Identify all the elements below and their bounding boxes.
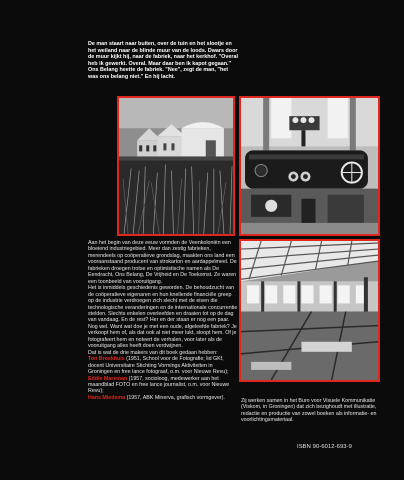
paragraph-history: Aan het begin van deze eeuw vormden de Veenkoloniën een bloeiend industriegebied. Meer dan zestig fabrieken, merendeels op coöperatieve grondslag, maakten ons land een vooraanstaand producent van strokarton en aardappelmeel. De fabrieken droegen trotse en optimistische namen als De Eendracht, Ons Belang, De Vrijheid en De Toekomst. Ze waren een toonbeeld van vooruitgang. — [88, 240, 237, 285]
maker-item — [88, 356, 238, 375]
maker-item — [88, 376, 238, 395]
steam-engine-photo — [239, 96, 380, 236]
maker-item — [88, 395, 238, 401]
intro-text: De man staart naar buiten, over de tuin en het slootje en het weiland naar de blinde muur van de loods. Dwars door de muur kijkt hij, naar de fabriek, naar het kerkhof. "Overal heb ik gewerkt. Overal. Maar daar ben ik kapot gegaan." Ons Belang heette de fabriek. "Nee", zegt de man, "het was ons belang niet." En hij lacht. — [88, 41, 238, 80]
factory-hall-photo — [239, 239, 380, 382]
paragraph-decline: Het is inmiddels geschiedenis geworden. De behoudzucht van de coöperatieve eigenaren en hun knellende financiële greep op de industrie verdroegen zich slecht met de eisen die technologische veranderingen en de internationale concurrentie stelden. Slechts enkelen overleefden en draaien tot op de dag van vandaag. En de rest? Her en der staan er nog een paar. Nog wel. Want wat doe je met een oude, afgeleefde fabriek? Je verkoopt hem of, als dat ook al niet meer lukt, sloopt hem. Of je fotografeert hem en noteert de verhalen, voor later als de vooruitgang alles heeft doen verdwijnen. — [88, 285, 238, 350]
maker-name: Hans Miedema — [88, 394, 126, 401]
main-text — [88, 240, 238, 401]
makers-list — [88, 356, 238, 401]
isbn: ISBN 90-6012-693-9 — [297, 444, 352, 450]
maker-name: Eddie Marsman — [88, 375, 128, 382]
maker-name: Ton Broekhuis — [88, 356, 125, 363]
maker-desc: (1957, socioloog, medewerker aan het maandblad FOTO en free lance journalist, o.m. voor Nieuwe Revu); — [88, 375, 230, 395]
makers-intro: Dat is wat de drie makers van dit boek gedaan hebben: — [88, 349, 218, 356]
studio-note: Zij werken samen in het Buro voor Visuele Kommunikatie (Viskom, in Groningen) dat zich bezighoudt met illustratie, redactie en productie van zowel boeken als informatie- en voorlichtingsmateriaal. — [241, 398, 377, 424]
maker-desc: (1957, ABK Minerva, grafisch vormgever). — [125, 394, 225, 401]
maker-desc: (1951, School voor de Fotografie; lid GKf, docent Universitaire Stichting Vormings Aktiviteiten in Groningen en free lance fotograaf, o.m. voor Nieuwe Revu); — [88, 356, 229, 376]
factory-photo — [117, 96, 235, 236]
